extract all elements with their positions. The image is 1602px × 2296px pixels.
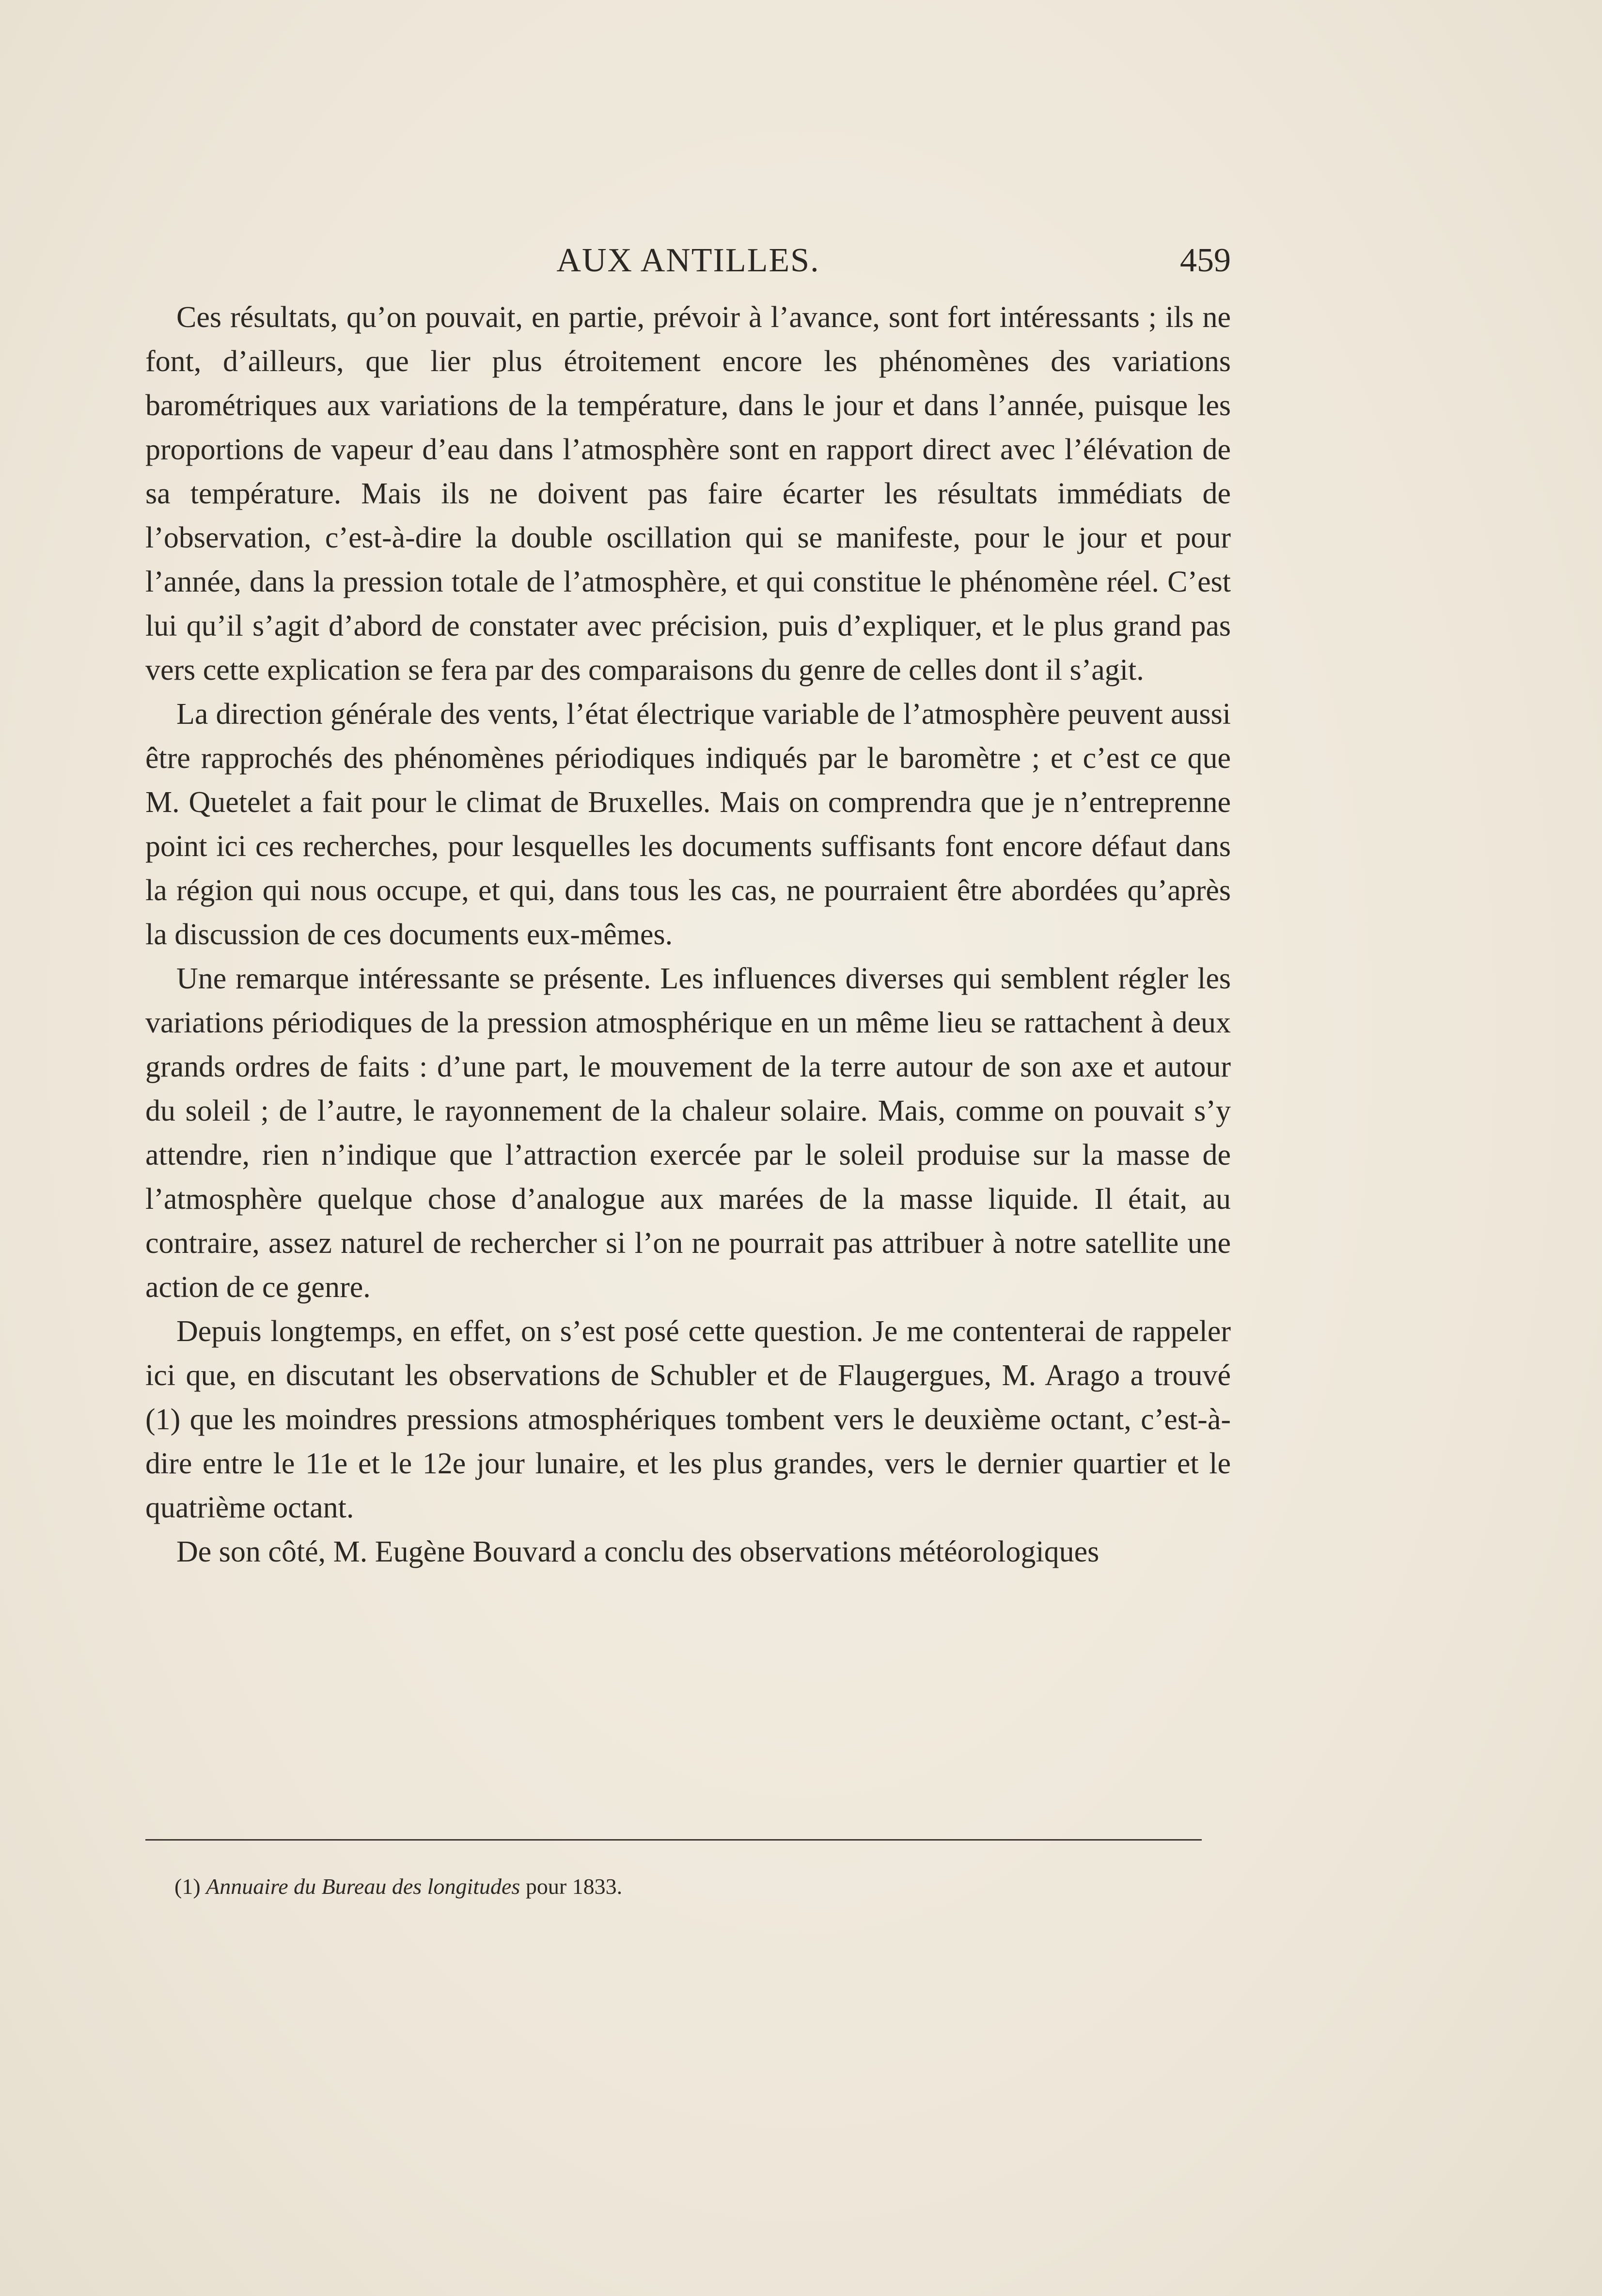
paragraph-1: Ces résultats, qu’on pouvait, en partie, prévoir à l’avance, sont fort intéressants ; ils ne font, d’ailleurs, que lier plus étroitement encore les phénomènes des variations barométriques aux variations de la température, dans le jour et dans l’année, puisque les proportions de vapeur d’eau dans l’atmosphère sont en rapport direct avec l’élévation de sa température. Mais ils ne doivent pas faire écarter les résultats immédiats de l’observation, c’est-à-dire la double oscillation qui se manifeste, pour le jour et pour l’année, dans la pression totale de l’atmosphère, et qui constitue le phénomène réel. C’est lui qu’il s’agit d’abord de constater avec précision, puis d’expliquer, et le plus grand pas vers cette explication se fera par des comparaisons du genre de celles dont il s’agit.	[145, 301, 1231, 687]
paragraph-2: La direction générale des vents, l’état électrique variable de l’atmosphère peuvent aussi être rapprochés des phénomènes périodiques indiqués par le baromètre ; et c’est ce que M. Quetelet a fait pour le climat de Bruxelles. Mais on comprendra que je n’entreprenne point ici ces recherches, pour lesquelles les documents suffisants font encore défaut dans la région qui nous occupe, et qui, dans tous les cas, ne pourraient être abordées qu’après la discussion de ces documents eux-mêmes.	[145, 698, 1231, 951]
running-head: AUX ANTILLES.	[556, 242, 820, 279]
paragraph-3: Une remarque intéressante se présente. Les influences diverses qui semblent régler les variations périodiques de la pression atmosphérique en un même lieu se rattachent à deux grands ordres de faits : d’une part, le mouvement de la terre autour de son axe et autour du soleil ; de l’autre, le rayonnement de la chaleur solaire. Mais, comme on pouvait s’y attendre, rien n’indique que l’attraction exercée par le soleil produise sur la masse de l’atmosphère quelque chose d’analogue aux marées de la masse liquide. Il était, au contraire, assez naturel de rechercher si l’on ne pourrait pas attribuer à notre satellite une action de ce genre.	[145, 962, 1231, 1304]
footnote-title: Annuaire du Bureau des longitudes	[206, 1874, 520, 1899]
paragraph-5: De son côté, M. Eugène Bouvard a conclu des observations météorologiques	[176, 1535, 1099, 1568]
footnote-marker: (1)	[174, 1874, 201, 1899]
footnote-rest: pour 1833.	[525, 1874, 623, 1899]
footnote	[174, 1872, 1192, 1901]
page-number: 459	[1180, 242, 1231, 279]
footnote-divider	[145, 1839, 1202, 1841]
paragraph-4: Depuis longtemps, en effet, on s’est posé cette question. Je me contenterai de rappeler ici que, en discutant les observations de Schubler et de Flaugergues, M. Arago a trouvé (1) que les moindres pressions atmosphériques tombent vers le deuxième octant, c’est-à-dire entre le 11e et le 12e jour lunaire, et les plus grandes, vers le dernier quartier et le quatrième octant.	[145, 1315, 1231, 1524]
body-text	[145, 296, 1231, 1574]
page-header	[145, 241, 1231, 280]
